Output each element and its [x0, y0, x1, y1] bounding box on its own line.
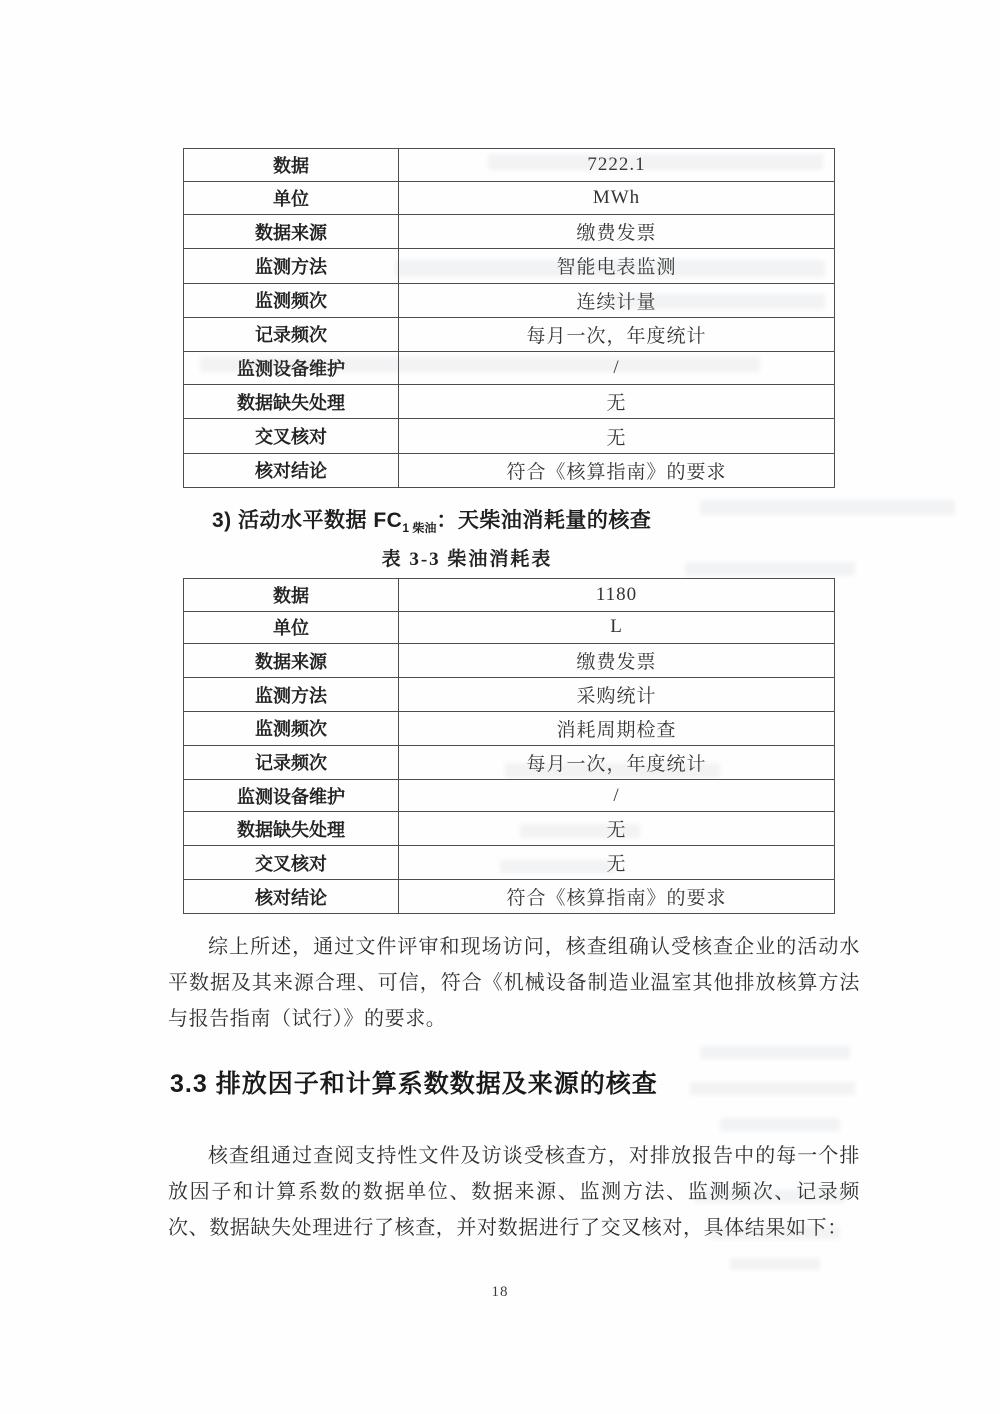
table-row — [184, 317, 835, 351]
page-number: 18 — [491, 1284, 509, 1300]
table-row — [184, 579, 835, 612]
row-value: 缴费发票 — [399, 644, 835, 678]
table-row — [184, 779, 835, 812]
row-label: 监测设备维护 — [184, 352, 399, 385]
bleed-through-artifact — [700, 500, 955, 515]
diesel-item-heading — [212, 504, 651, 536]
row-value: 无 — [399, 385, 835, 419]
row-value: L — [399, 611, 835, 644]
table-row — [184, 182, 835, 215]
row-label: 记录频次 — [184, 745, 399, 779]
row-value: / — [399, 352, 835, 385]
row-label: 数据 — [184, 149, 399, 182]
row-label: 核对结论 — [184, 453, 399, 487]
row-value: 采购统计 — [399, 678, 835, 712]
row-value: 符合《核算指南》的要求 — [399, 880, 835, 914]
row-label: 监测频次 — [184, 712, 399, 746]
row-value: 1180 — [399, 579, 835, 612]
row-label: 数据 — [184, 579, 399, 612]
heading-subscript: 1 柴油 — [402, 521, 437, 535]
row-value: 每月一次，年度统计 — [399, 317, 835, 351]
bleed-through-artifact — [690, 1082, 855, 1095]
section-3-3-heading: 3.3 排放因子和计算系数数据及来源的核查 — [170, 1070, 658, 1098]
table-row — [184, 644, 835, 678]
row-label: 核对结论 — [184, 880, 399, 914]
bleed-through-artifact — [720, 1118, 840, 1131]
row-label: 交叉核对 — [184, 419, 399, 453]
table-row — [184, 249, 835, 283]
row-value: MWh — [399, 182, 835, 215]
table-row — [184, 712, 835, 746]
row-value: 连续计量 — [399, 283, 835, 317]
table-row — [184, 678, 835, 712]
row-label: 监测设备维护 — [184, 779, 399, 812]
table-row — [184, 149, 835, 182]
diesel-table-caption: 表 3-3 柴油消耗表 — [381, 549, 553, 570]
table-row — [184, 385, 835, 419]
activity-data-summary-paragraph: 综上所述，通过文件评审和现场访问，核查组确认受核查企业的活动水平数据及其来源合理、可信，符合《机械设备制造业温室其他排放核算方法与报告指南（试行）》的要求。 — [168, 936, 860, 1030]
row-label: 监测方法 — [184, 249, 399, 283]
electricity-verification-table — [183, 148, 835, 488]
row-value: 无 — [399, 812, 835, 846]
table-row — [184, 453, 835, 487]
section-3-3-paragraph: 核查组通过查阅支持性文件及访谈受核查方，对排放报告中的每一个排放因子和计算系数的数据单位、数据来源、监测方法、监测频次、记录频次、数据缺失处理进行了核查，并对数据进行了交叉核对，具体结果如下： — [168, 1145, 860, 1239]
row-label: 数据来源 — [184, 644, 399, 678]
row-label: 监测频次 — [184, 283, 399, 317]
bleed-through-artifact — [700, 1046, 850, 1059]
table-row — [184, 419, 835, 453]
row-label: 记录频次 — [184, 317, 399, 351]
row-value: 符合《核算指南》的要求 — [399, 453, 835, 487]
heading-suffix: ：天柴油消耗量的核查 — [436, 509, 652, 532]
row-label: 单位 — [184, 611, 399, 644]
table-row — [184, 611, 835, 644]
row-label: 单位 — [184, 182, 399, 215]
row-value: 无 — [399, 419, 835, 453]
row-value: 每月一次，年度统计 — [399, 745, 835, 779]
row-value: / — [399, 779, 835, 812]
table-row — [184, 880, 835, 914]
row-label: 数据缺失处理 — [184, 385, 399, 419]
row-value: 7222.1 — [399, 149, 835, 182]
row-value: 缴费发票 — [399, 215, 835, 249]
row-label: 数据缺失处理 — [184, 812, 399, 846]
bleed-through-artifact — [730, 1258, 820, 1270]
table-row — [184, 812, 835, 846]
table-row — [184, 846, 835, 880]
table-row — [184, 745, 835, 779]
table-row — [184, 352, 835, 385]
row-label: 交叉核对 — [184, 846, 399, 880]
diesel-consumption-table — [183, 578, 835, 914]
row-label: 监测方法 — [184, 678, 399, 712]
table-row — [184, 283, 835, 317]
row-value: 智能电表监测 — [399, 249, 835, 283]
heading-prefix: 3) 活动水平数据 FC — [212, 509, 403, 532]
row-label: 数据来源 — [184, 215, 399, 249]
row-value: 消耗周期检查 — [399, 712, 835, 746]
table-row — [184, 215, 835, 249]
row-value: 无 — [399, 846, 835, 880]
